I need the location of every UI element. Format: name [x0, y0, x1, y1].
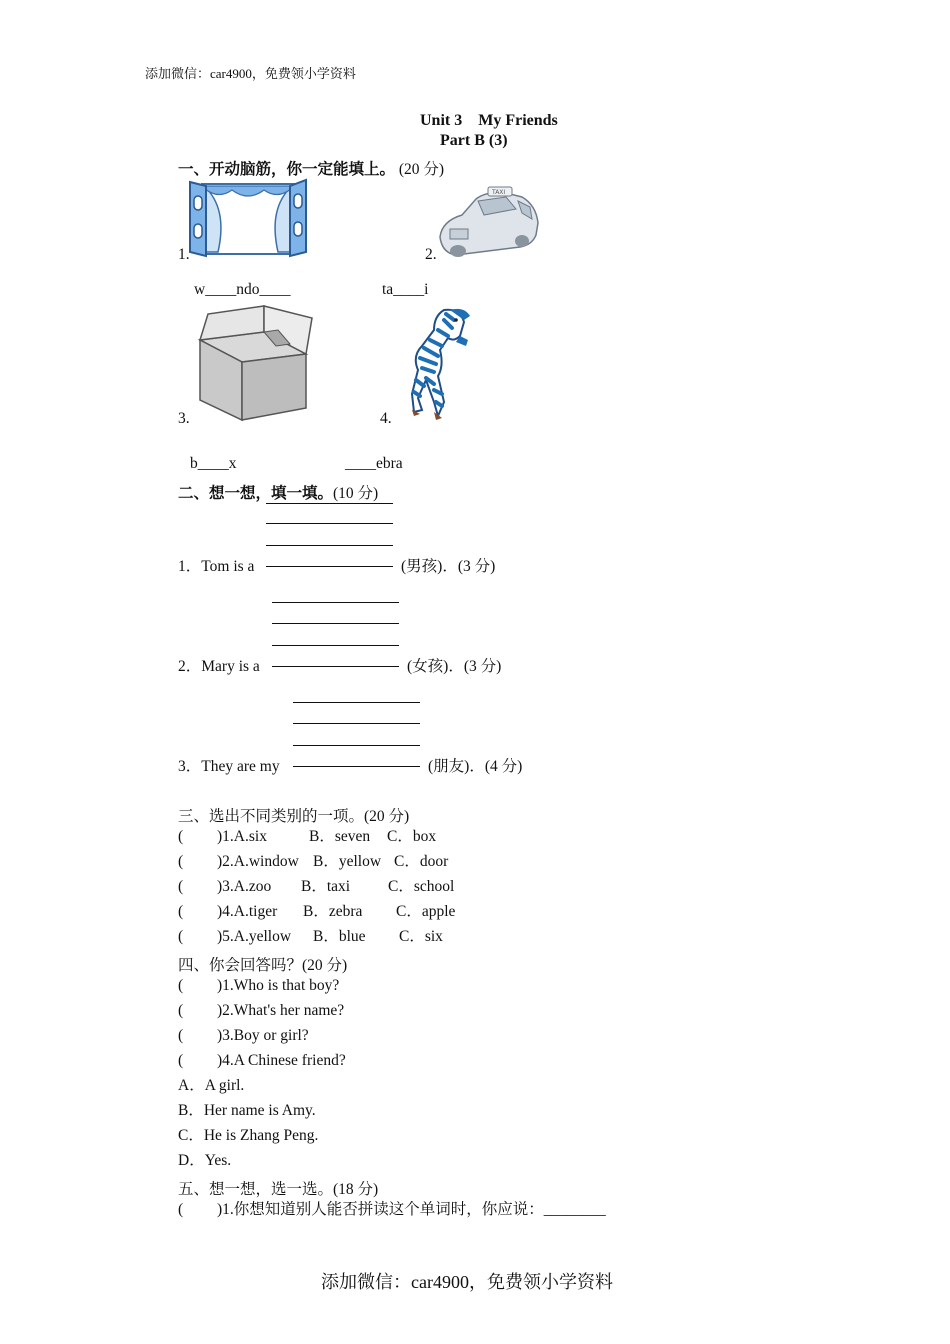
- s2-q3-answer-line[interactable]: [293, 766, 420, 767]
- s4-answer-d: D．Yes.: [178, 1152, 232, 1169]
- s3-q3-option-b: B．taxi: [301, 878, 351, 895]
- s2-q3-suffix: (朋友)．(4 分): [428, 758, 523, 775]
- s2-q2-prefix: 2．Mary is a: [178, 658, 260, 675]
- section1-title: 一、开动脑筋，你一定能填上。: [178, 161, 396, 178]
- s3-q4-option-b: B．zebra: [303, 903, 363, 920]
- s3-q5-paren[interactable]: (: [178, 928, 184, 945]
- s1-item1-word: w____ndo____: [194, 281, 291, 298]
- s2-q3-practice-line: [293, 723, 420, 724]
- s4-q3-paren[interactable]: (: [178, 1027, 184, 1044]
- s1-item2-word: ta____i: [382, 281, 429, 298]
- s1-item3-word: b____x: [190, 455, 237, 472]
- s2-q1-practice-line: [266, 545, 393, 546]
- section2-heading: [178, 481, 378, 503]
- s3-q1-option-b: B．seven: [309, 828, 371, 845]
- s4-q3-text: )3.Boy or girl?: [217, 1027, 309, 1044]
- s1-item4-number: 4.: [380, 410, 392, 427]
- s2-q3-practice-line: [293, 745, 420, 746]
- s2-q3-prefix: 3．They are my: [178, 758, 280, 775]
- s4-answer-b: B．Her name is Amy.: [178, 1102, 316, 1119]
- s1-item1-number: 1.: [178, 246, 190, 263]
- s1-item4-word: ____ebra: [345, 455, 403, 472]
- s2-q1-answer-line[interactable]: [266, 566, 393, 567]
- s3-q5-option-c: C．six: [399, 928, 443, 945]
- section1-points: (20 分): [398, 161, 445, 178]
- svg-text:TAXI: TAXI: [492, 189, 506, 196]
- s3-q5-option-b: B．blue: [313, 928, 366, 945]
- s3-q4-option-a: )4.A.tiger: [217, 903, 278, 920]
- s3-q4-option-c: C．apple: [396, 903, 456, 920]
- s3-q3-paren[interactable]: (: [178, 878, 184, 895]
- header-watermark: 添加微信：car4900，免费领小学资料: [145, 66, 356, 81]
- section1-heading: [178, 157, 444, 179]
- s2-q1-practice-line: [266, 523, 393, 524]
- s2-q1-suffix: (男孩)．(3 分): [401, 558, 496, 575]
- section2-points: (10 分): [333, 485, 379, 502]
- s2-q2-practice-line: [272, 623, 399, 624]
- s3-q2-option-c: C．door: [394, 853, 449, 870]
- page-subtitle: Part B (3): [440, 132, 508, 149]
- s2-q1-practice-line: [266, 503, 393, 504]
- section5-heading: 五、想一想，选一选。(18 分): [178, 1181, 379, 1198]
- s4-q4-paren[interactable]: (: [178, 1052, 184, 1069]
- s2-q2-practice-line: [272, 645, 399, 646]
- window-icon: [188, 178, 308, 258]
- s2-q2-answer-line[interactable]: [272, 666, 399, 667]
- s2-q2-suffix: (女孩)．(3 分): [407, 658, 502, 675]
- page-title: Unit 3 My Friends: [420, 112, 558, 129]
- s1-item3-number: 3.: [178, 410, 190, 427]
- s4-q4-text: )4.A Chinese friend?: [217, 1052, 346, 1069]
- s3-q3-option-c: C．school: [388, 878, 455, 895]
- box-icon: [194, 304, 316, 422]
- s2-q2-practice-line: [272, 602, 399, 603]
- zebra-icon: [404, 306, 476, 422]
- s2-q3-practice-line: [293, 702, 420, 703]
- s4-q2-paren[interactable]: (: [178, 1002, 184, 1019]
- section2-title: 二、想一想，填一填。: [178, 485, 334, 502]
- s5-q1-text: )1.你想知道别人能否拼读这个单词时，你应说：________: [217, 1201, 606, 1218]
- s2-q1-prefix: 1．Tom is a: [178, 558, 255, 575]
- s3-q4-paren[interactable]: (: [178, 903, 184, 920]
- s3-q2-option-a: )2.A.window: [217, 853, 299, 870]
- s4-q2-text: )2.What's her name?: [217, 1002, 345, 1019]
- s3-q2-option-b: B．yellow: [313, 853, 382, 870]
- s5-q1-paren[interactable]: (: [178, 1201, 184, 1218]
- taxi-icon: [436, 185, 542, 261]
- s3-q2-paren[interactable]: (: [178, 853, 184, 870]
- s4-q1-paren[interactable]: (: [178, 977, 184, 994]
- s4-answer-a: A．A girl.: [178, 1077, 245, 1094]
- section4-heading: 四、你会回答吗？(20 分): [178, 957, 348, 974]
- s4-answer-c: C．He is Zhang Peng.: [178, 1127, 319, 1144]
- s3-q3-option-a: )3.A.zoo: [217, 878, 272, 895]
- s4-q1-text: )1.Who is that boy?: [217, 977, 340, 994]
- s1-item2-number: 2.: [425, 246, 437, 263]
- s3-q1-paren[interactable]: (: [178, 828, 184, 845]
- footer-watermark: 添加微信：car4900，免费领小学资料: [321, 1272, 613, 1292]
- s3-q1-option-a: )1.A.six: [217, 828, 267, 845]
- s3-q1-option-c: C．box: [387, 828, 437, 845]
- s3-q5-option-a: )5.A.yellow: [217, 928, 292, 945]
- section3-heading: 三、选出不同类别的一项。(20 分): [178, 808, 410, 825]
